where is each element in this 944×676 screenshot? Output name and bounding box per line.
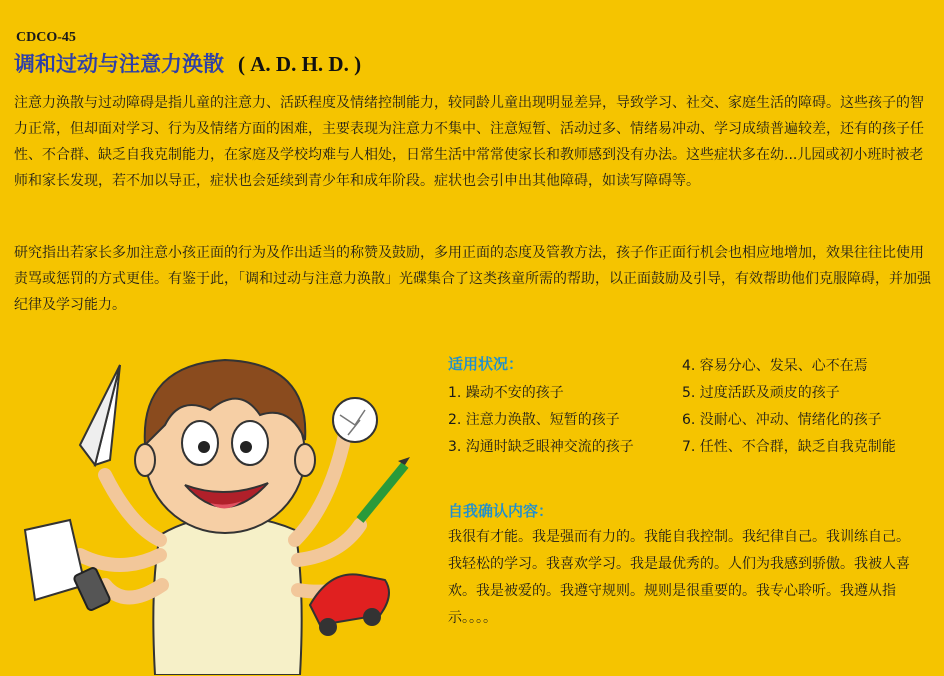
suitable-heading: 适用状况： [448,355,524,373]
affirmation-text: 我很有才能。我是强而有力的。我能自我控制。我纪律自己。我训练自己。我轻松的学习。我喜欢学习。我是最优秀的。人们为我感到骄傲。我被人喜欢。我是被爱的。我遵守规则。规则是很重要的。我专心聆听。我遵从指示。。。。 [448,529,910,626]
title-main: 调和过动与注意力涣散 [14,52,224,76]
suitable-item: 2. 注意力涣散、短暂的孩子 [448,412,620,428]
title-abbr: ( A. D. H. D. ) [238,52,362,76]
suitable-item: 4. 容易分心、发呆、心不在焉 [682,358,868,374]
intro-paragraph: 注意力涣散与过动障碍是指儿童的注意力、活跃程度及情绪控制能力，较同龄儿童出现明显差异，导致学习、社交、家庭生活的障碍。这些孩子的智力正常，但却面对学习、行为及情绪方面的困难，主要表现为注意力不集中、注意短暂、活动过多、情绪易冲动、学习成绩普遍较差，还有的孩子任性、不合群、缺乏自我克制能力，在家庭及学校均难与人相处，日常生活中常常使家长和教师感到没有办法。这些症状多在幼...儿园或初小班时被老师和家长发现，若不加以导正，症状也会延续到青少年和成年阶段。症状也会引申出其他障碍，如读写障碍等。 [14,95,924,189]
suitable-item: 5. 过度活跃及顽皮的孩子 [682,385,840,401]
product-code: CDCO-45 [16,30,76,45]
hyperactive-boy-illustration [10,325,430,675]
suitable-item: 1. 躁动不安的孩子 [448,385,564,401]
affirmation-heading: 自我确认内容： [448,502,554,520]
research-paragraph: 研究指出若家长多加注意小孩正面的行为及作出适当的称赞及鼓励，多用正面的态度及管教方法，孩子作正面行机会也相应地增加，效果往往比使用责骂或惩罚的方式更佳。有鉴于此，「调和过动与注意力涣散」光碟集合了这类孩童所需的帮助，以正面鼓励及引导，有效帮助他们克服障碍，并加强纪律及学习能力。 [14,245,931,313]
suitable-item: 6. 没耐心、冲动、情绪化的孩子 [682,412,882,428]
page-title [14,48,361,78]
suitable-item: 3. 沟通时缺乏眼神交流的孩子 [448,439,634,455]
suitable-item: 7. 任性、不合群，缺乏自我克制能 [682,439,896,455]
